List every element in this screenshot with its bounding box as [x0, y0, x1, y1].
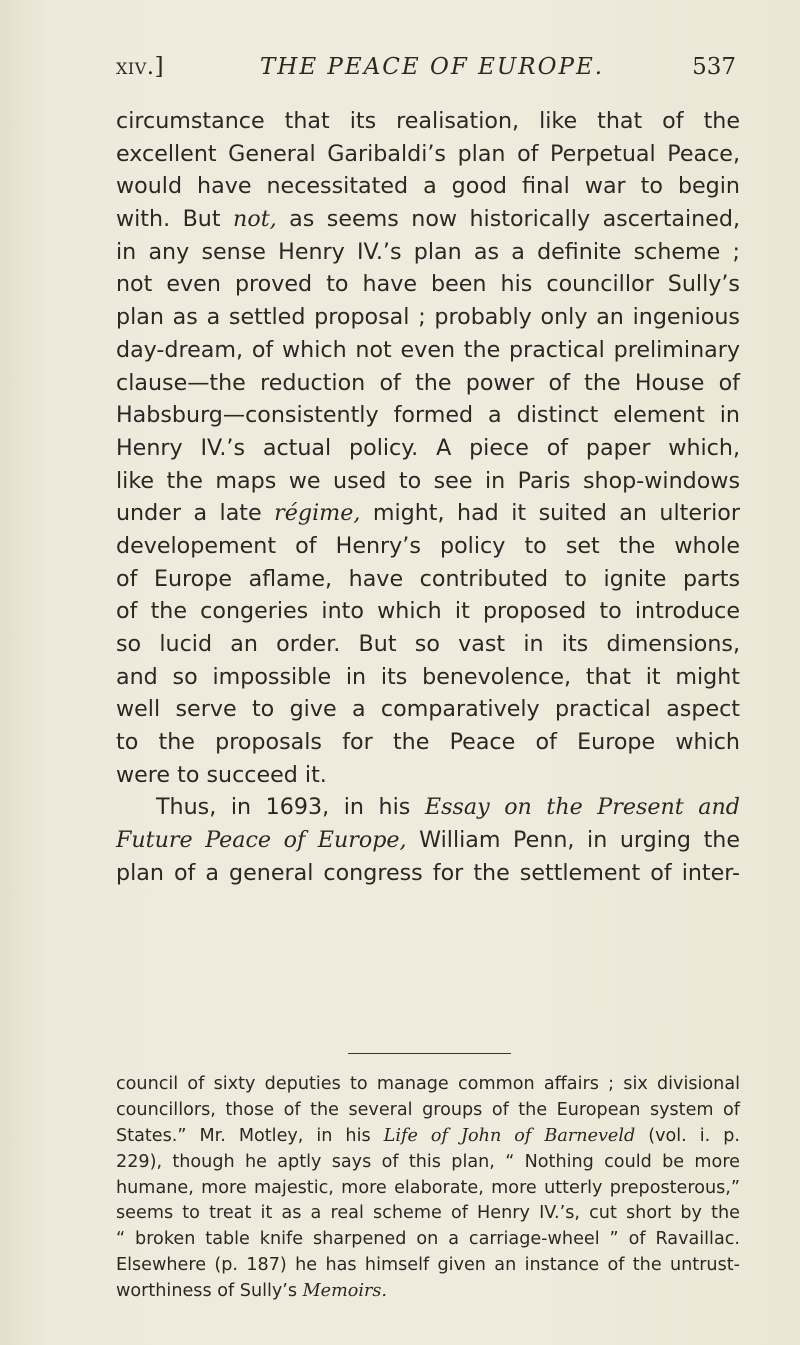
text-line [116, 857, 740, 890]
text-run: day-dream, of which not even the practical preliminary [116, 336, 740, 363]
italic-text: Future Peace of Europe, [116, 827, 407, 854]
text-run: worthiness of Sully’s [116, 1281, 303, 1302]
text-line [116, 759, 740, 792]
text-run: developement of Henry’s policy to set the whole [116, 532, 740, 559]
text-run: were to succeed it. [116, 761, 327, 788]
italic-text: régime, [274, 500, 361, 527]
footnote-line [116, 1176, 740, 1202]
text-line [116, 170, 740, 203]
text-run: like the maps we used to see in Paris shop-windows [116, 467, 740, 494]
text-run: councillors, those of the several groups of the European system of [116, 1099, 740, 1120]
footnote-rule [348, 1053, 511, 1054]
footnote-line [116, 1279, 740, 1305]
text-run: not even proved to have been his councillor Sully’s [116, 271, 740, 298]
text-run: William Penn, in urging the [406, 827, 740, 854]
text-line [116, 334, 740, 367]
text-run: under a late [116, 500, 275, 527]
text-run: circumstance that its realisation, like that of the [116, 108, 740, 134]
text-run: would have necessitated a good final war to begin [116, 173, 740, 200]
footnote-line [116, 1124, 740, 1150]
text-line [116, 268, 740, 301]
text-run: to the proposals for the Peace of Europe which [116, 729, 740, 756]
text-line [116, 105, 740, 138]
italic-text: Memoirs. [302, 1281, 388, 1302]
page-number: 537 [692, 54, 736, 80]
text-run: Habsburg—consistently formed a distinct element in [116, 402, 740, 429]
text-line [116, 236, 740, 269]
text-run: (vol. i. p. [635, 1125, 741, 1146]
text-line [116, 693, 740, 726]
text-line [116, 530, 740, 563]
italic-text: not, [233, 206, 277, 233]
text-run: well serve to give a comparatively practical aspect [116, 696, 740, 723]
text-run: as seems now historically ascertained, [276, 206, 741, 233]
text-line [116, 138, 740, 171]
text-run: of the congeries into which it proposed to introduce [116, 598, 740, 625]
footnote-line [116, 1098, 740, 1124]
text-run: Henry IV.’s actual policy. A piece of paper which, [116, 434, 740, 461]
text-run: States.” Mr. Motley, in his [116, 1125, 384, 1146]
text-line [116, 497, 740, 530]
text-run: humane, more majestic, more elaborate, more utterly preposterous,” [116, 1177, 740, 1198]
text-run: excellent General Garibaldi’s plan of Perpetual Peace, [116, 140, 740, 167]
italic-text: Life of John of Barneveld [383, 1125, 636, 1146]
text-run: 229), though he aptly says of this plan, “ Nothing could be more [116, 1151, 740, 1172]
text-run: with. But [116, 206, 234, 233]
footnote [116, 1072, 740, 1305]
text-line [116, 791, 740, 824]
text-line [116, 661, 740, 694]
text-line [116, 432, 740, 465]
text-line [116, 203, 740, 236]
text-line [116, 595, 740, 628]
footnote-line [116, 1150, 740, 1176]
chapter-number: xiv.] [116, 54, 165, 80]
text-line [116, 301, 740, 334]
text-run: “ broken table knife sharpened on a carriage-wheel ” of Ravaillac. [116, 1229, 740, 1250]
text-line [116, 563, 740, 596]
text-run: and so impossible in its benevolence, that it might [116, 663, 740, 690]
footnote-line [116, 1072, 740, 1098]
text-run: of Europe aflame, have contributed to ignite parts [116, 565, 740, 592]
running-header [116, 52, 736, 82]
text-run: plan as a settled proposal ; probably only an ingenious [116, 304, 740, 331]
text-run: clause—the reduction of the power of the House of [116, 369, 740, 396]
text-line [116, 628, 740, 661]
running-title: THE PEACE OF EUROPE. [259, 54, 605, 80]
text-run: Elsewhere (p. 187) he has himself given an instance of the untrust- [116, 1255, 740, 1276]
text-run: plan of a general congress for the settlement of inter- [116, 859, 740, 886]
italic-text: Essay on the Present and [424, 794, 740, 821]
text-line [116, 399, 740, 432]
footnote-line [116, 1227, 740, 1253]
text-line [116, 367, 740, 400]
footnote-line [116, 1253, 740, 1279]
footnote-line [116, 1201, 740, 1227]
text-run: Thus, in 1693, in his [156, 794, 425, 821]
text-line [116, 465, 740, 498]
text-run: so lucid an order. But so vast in its dimensions, [116, 631, 740, 657]
text-run: might, had it suited an ulterior [360, 500, 740, 527]
text-run: council of sixty deputies to manage common affairs ; six divisional [116, 1074, 740, 1094]
text-run: seems to treat it as a real scheme of Henry IV.’s, cut short by the [116, 1203, 740, 1224]
main-text [116, 105, 740, 890]
text-line [116, 824, 740, 857]
text-run: in any sense Henry IV.’s plan as a definite scheme ; [116, 238, 740, 265]
text-line [116, 726, 740, 759]
